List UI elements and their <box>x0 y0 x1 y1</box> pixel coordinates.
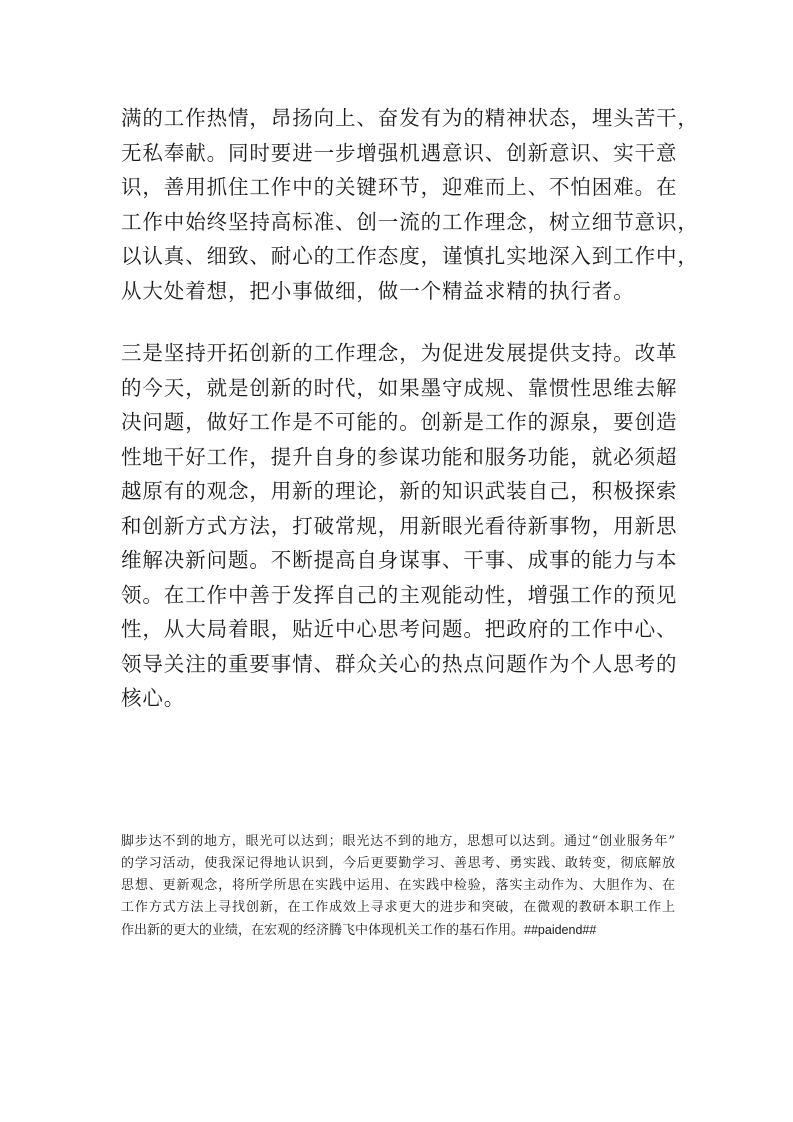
paragraph-2-line: 性，从大局着眼，贴近中心思考问题。把政府的工作中心、 <box>121 617 678 641</box>
paragraph-1 <box>121 101 699 308</box>
paragraph-2-line: 三是坚持开拓创新的工作理念，为促进发展提供支持。改革 <box>121 341 678 365</box>
paragraph-1-line: 工作中始终坚持高标准、创一流的工作理念，树立细节意识， <box>121 209 699 234</box>
paragraph-1-line: 满的工作热情，昂扬向上、奋发有为的精神状态，埋头苦干， <box>121 106 699 130</box>
paragraph-3-line-text: 作出新的更大的业绩，在宏观的经济腾飞中体现机关工作的基石作用。 <box>121 923 525 938</box>
paragraph-3-line: 脚步达不到的地方，眼光可以达到；眼光达不到的地方，思想可以达到。通过“创业服务年” <box>121 834 675 849</box>
paragraph-2-line: 越原有的观念，用新的理论，新的知识武装自己，积极探索 <box>121 479 678 503</box>
paragraph-2-line: 核心。 <box>121 686 186 710</box>
paragraph-2-line: 决问题，做好工作是不可能的。创新是工作的源泉，要创造 <box>121 410 678 434</box>
paragraph-3 <box>121 831 675 942</box>
paragraph-2-line: 领导关注的重要事情、群众关心的热点问题作为个人思考的 <box>121 651 678 676</box>
paragraph-2 <box>121 336 677 716</box>
paragraph-3-line: 的学习活动，使我深记得地认识到，今后更要勤学习、善思考、勇实践、敢转变，彻底解放 <box>121 856 675 871</box>
paragraph-2-line: 维解决新问题。不断提高自身谋事、干事、成事的能力与本 <box>121 548 678 572</box>
paragraph-1-line: 从大处着想，把小事做细，做一个精益求精的执行者。 <box>121 278 635 303</box>
paragraph-3-last-line <box>121 919 675 942</box>
paragraph-2-line: 的今天，就是创新的时代，如果墨守成规、靠惯性思维去解 <box>121 375 678 400</box>
paragraph-2-line: 性地干好工作，提升自身的参谋功能和服务功能，就必须超 <box>121 444 678 469</box>
paragraph-1-line: 无私奉献。同时要进一步增强机遇意识、创新意识、实干意 <box>121 140 678 165</box>
end-marker: ##paidend## <box>524 923 597 937</box>
paragraph-2-line: 和创新方式方法，打破常规，用新眼光看待新事物，用新思 <box>121 513 678 538</box>
paragraph-1-line: 以认真、细致、耐心的工作态度，谨慎扎实地深入到工作中， <box>121 244 699 268</box>
paragraph-2-line: 领。在工作中善于发挥自己的主观能动性，增强工作的预见 <box>121 582 678 607</box>
paragraph-3-line: 工作方式方法上寻找创新，在工作成效上寻求更大的进步和突破，在微观的教研本职工作上 <box>121 900 675 915</box>
paragraph-3-line: 思想、更新观念，将所学所思在实践中运用、在实践中检验，落实主动作为、大胆作为、在 <box>121 878 675 893</box>
paragraph-1-line: 识，善用抓住工作中的关键环节，迎难而上、不怕困难。在 <box>121 175 678 199</box>
